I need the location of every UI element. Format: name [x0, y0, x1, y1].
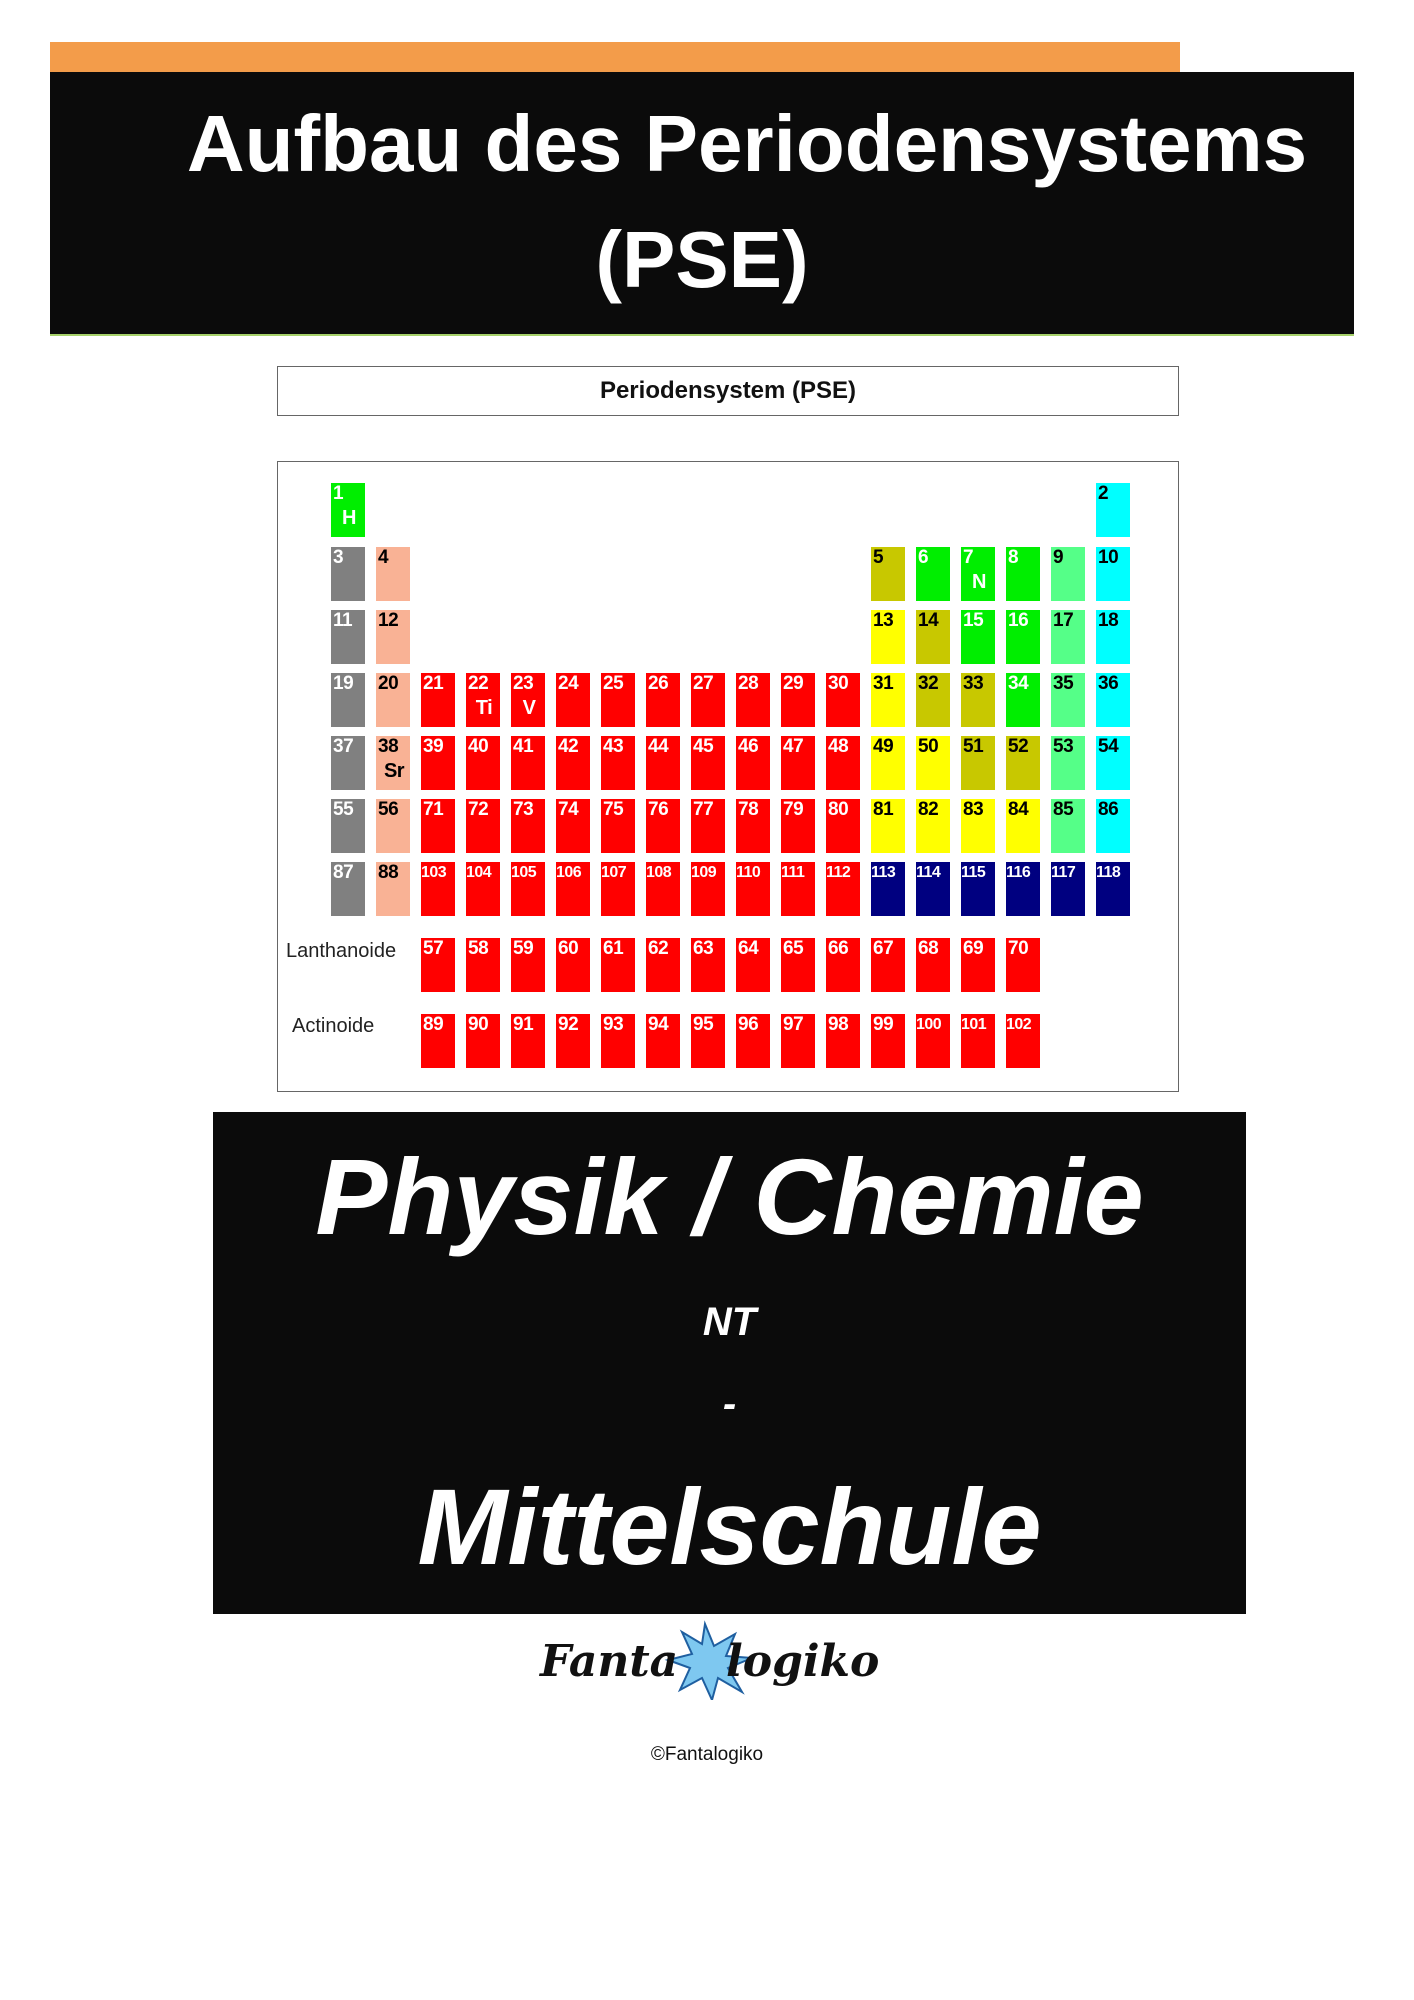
element-cell	[1006, 938, 1040, 992]
element-symbol: H	[342, 507, 356, 529]
element-cell	[916, 673, 950, 727]
element-cell	[961, 938, 995, 992]
element-number: 33	[963, 673, 984, 694]
element-number: 16	[1008, 610, 1029, 631]
element-number: 48	[828, 736, 849, 757]
element-number: 40	[468, 736, 489, 757]
element-number: 54	[1098, 736, 1119, 757]
element-cell	[826, 1014, 860, 1068]
element-number: 29	[783, 673, 804, 694]
element-number: 118	[1096, 864, 1121, 881]
element-number: 55	[333, 799, 354, 820]
element-number: 28	[738, 673, 759, 694]
element-cell	[871, 938, 905, 992]
element-cell	[871, 673, 905, 727]
element-number: 23	[513, 673, 534, 694]
element-number: 71	[423, 799, 444, 820]
element-cell	[1051, 610, 1085, 664]
element-cell	[1096, 673, 1130, 727]
element-number: 30	[828, 673, 849, 694]
element-cell	[511, 736, 545, 790]
element-cell	[556, 1014, 590, 1068]
element-number: 52	[1008, 736, 1029, 757]
element-number: 76	[648, 799, 669, 820]
element-number: 53	[1053, 736, 1074, 757]
element-cell	[916, 736, 950, 790]
element-number: 94	[648, 1014, 669, 1035]
element-cell	[781, 1014, 815, 1068]
element-number: 82	[918, 799, 939, 820]
element-number: 101	[961, 1016, 987, 1033]
element-number: 102	[1006, 1016, 1032, 1033]
subject-banner	[213, 1112, 1246, 1614]
element-number: 68	[918, 938, 939, 959]
element-cell	[691, 862, 725, 916]
element-cell	[376, 547, 410, 601]
element-number: 93	[603, 1014, 624, 1035]
logo-text-right: logiko	[726, 1636, 880, 1687]
element-cell	[826, 862, 860, 916]
element-number: 3	[333, 547, 344, 568]
element-number: 12	[378, 610, 399, 631]
element-cell	[1051, 547, 1085, 601]
element-cell	[556, 862, 590, 916]
element-cell	[691, 938, 725, 992]
element-number: 56	[378, 799, 399, 820]
element-number: 21	[423, 673, 444, 694]
subject-separator: -	[722, 1382, 737, 1426]
logo-text-left: Fanta	[540, 1636, 679, 1687]
element-number: 112	[826, 864, 851, 881]
element-cell	[331, 799, 365, 853]
element-number: 98	[828, 1014, 849, 1035]
element-cell	[511, 799, 545, 853]
element-cell	[556, 938, 590, 992]
element-number: 87	[333, 862, 354, 883]
element-cell	[331, 862, 365, 916]
element-number: 46	[738, 736, 759, 757]
element-cell	[871, 1014, 905, 1068]
element-cell	[376, 673, 410, 727]
element-cell	[916, 547, 950, 601]
element-cell	[646, 673, 680, 727]
element-cell	[736, 799, 770, 853]
element-cell	[421, 1014, 455, 1068]
element-number: 97	[783, 1014, 804, 1035]
element-cell	[826, 673, 860, 727]
element-cell	[511, 862, 545, 916]
element-cell	[961, 799, 995, 853]
element-cell	[736, 862, 770, 916]
table-caption: Periodensystem (PSE)	[277, 366, 1179, 416]
element-cell	[1096, 736, 1130, 790]
element-number: 37	[333, 736, 354, 757]
element-number: 4	[378, 547, 389, 568]
page-title-abbreviation: (PSE)	[595, 215, 809, 304]
element-cell	[826, 938, 860, 992]
subject-level: NT	[702, 1300, 757, 1344]
element-cell	[691, 736, 725, 790]
element-cell	[826, 799, 860, 853]
element-cell	[871, 799, 905, 853]
element-number: 114	[916, 864, 941, 881]
element-number: 70	[1008, 938, 1029, 959]
element-cell	[781, 673, 815, 727]
element-number: 105	[511, 864, 537, 881]
element-number: 38	[378, 736, 399, 757]
element-number: 27	[693, 673, 714, 694]
periodic-table	[277, 461, 1179, 1092]
element-cell	[871, 736, 905, 790]
element-symbol: N	[972, 571, 986, 593]
element-number: 83	[963, 799, 984, 820]
element-number: 24	[558, 673, 579, 694]
element-number: 51	[963, 736, 984, 757]
element-number: 91	[513, 1014, 534, 1035]
element-cell	[601, 1014, 635, 1068]
lanthanoid-label: Lanthanoide	[286, 940, 397, 962]
element-cell	[1006, 1014, 1040, 1068]
element-number: 11	[333, 610, 353, 631]
element-number: 90	[468, 1014, 489, 1035]
element-cell	[421, 736, 455, 790]
element-number: 73	[513, 799, 534, 820]
element-cell	[601, 862, 635, 916]
element-cell	[466, 938, 500, 992]
element-cell	[736, 938, 770, 992]
subject-title: Physik / Chemie	[315, 1136, 1144, 1257]
element-cell	[871, 610, 905, 664]
element-cell	[646, 1014, 680, 1068]
element-symbol: Ti	[475, 697, 493, 719]
element-cell	[646, 862, 680, 916]
element-number: 103	[421, 864, 447, 881]
element-number: 117	[1051, 864, 1076, 881]
element-cell	[961, 736, 995, 790]
element-cell	[646, 799, 680, 853]
element-number: 60	[558, 938, 579, 959]
element-cell	[421, 862, 455, 916]
element-cell	[961, 1014, 995, 1068]
element-cell	[466, 799, 500, 853]
element-cell	[466, 736, 500, 790]
element-cell	[421, 673, 455, 727]
element-cell	[1006, 610, 1040, 664]
element-number: 89	[423, 1014, 444, 1035]
element-cell	[1051, 799, 1085, 853]
element-number: 64	[738, 938, 759, 959]
element-number: 96	[738, 1014, 759, 1035]
element-number: 77	[693, 799, 714, 820]
element-number: 20	[378, 673, 399, 694]
element-cell	[781, 736, 815, 790]
element-number: 63	[693, 938, 714, 959]
element-number: 5	[873, 547, 884, 568]
element-number: 1	[333, 483, 344, 504]
element-cell	[1006, 736, 1040, 790]
element-number: 99	[873, 1014, 894, 1035]
element-number: 88	[378, 862, 399, 883]
actinoid-label: Actinoide	[292, 1015, 375, 1037]
element-symbol: Sr	[383, 760, 405, 782]
element-cell	[376, 610, 410, 664]
element-number: 50	[918, 736, 939, 757]
element-number: 111	[781, 864, 805, 881]
element-number: 58	[468, 938, 489, 959]
element-cell	[331, 483, 365, 537]
element-number: 67	[873, 938, 894, 959]
element-number: 78	[738, 799, 759, 820]
element-number: 65	[783, 938, 804, 959]
element-cell	[556, 799, 590, 853]
element-cell	[916, 610, 950, 664]
element-number: 22	[468, 673, 489, 694]
element-cell	[376, 862, 410, 916]
element-cell	[1096, 610, 1130, 664]
element-cell	[331, 547, 365, 601]
element-number: 116	[1006, 864, 1031, 881]
element-cell	[1096, 547, 1130, 601]
element-cell	[871, 862, 905, 916]
element-number: 36	[1098, 673, 1119, 694]
element-cell	[736, 736, 770, 790]
element-number: 6	[918, 547, 929, 568]
element-number: 14	[918, 610, 939, 631]
element-number: 59	[513, 938, 534, 959]
element-number: 81	[873, 799, 894, 820]
element-cell	[961, 610, 995, 664]
element-cell	[331, 736, 365, 790]
fantalogiko-logo	[530, 1620, 890, 1700]
element-cell	[376, 736, 410, 790]
element-cell	[781, 938, 815, 992]
element-cell	[1006, 799, 1040, 853]
title-banner	[50, 72, 1354, 336]
element-number: 39	[423, 736, 444, 757]
element-cell	[1006, 862, 1040, 916]
element-cell	[511, 938, 545, 992]
element-cell	[646, 736, 680, 790]
element-number: 34	[1008, 673, 1029, 694]
element-number: 74	[558, 799, 579, 820]
element-number: 43	[603, 736, 624, 757]
element-cell	[511, 673, 545, 727]
element-cell	[1051, 673, 1085, 727]
page-title: Aufbau des Periodensystems	[186, 99, 1308, 188]
element-number: 84	[1008, 799, 1029, 820]
element-number: 10	[1098, 547, 1119, 568]
element-cell	[376, 799, 410, 853]
element-number: 108	[646, 864, 672, 881]
element-number: 80	[828, 799, 849, 820]
element-number: 18	[1098, 610, 1119, 631]
element-cell	[691, 673, 725, 727]
element-number: 100	[916, 1016, 942, 1033]
element-cell	[961, 547, 995, 601]
element-number: 17	[1053, 610, 1074, 631]
copyright-notice: ©Fantalogiko	[650, 1744, 764, 1765]
element-number: 92	[558, 1014, 579, 1035]
element-cell	[601, 938, 635, 992]
element-cell	[736, 1014, 770, 1068]
element-cell	[331, 610, 365, 664]
element-number: 9	[1053, 547, 1064, 568]
header-accent-bar	[50, 42, 1180, 72]
element-cell	[916, 1014, 950, 1068]
element-cell	[601, 673, 635, 727]
element-number: 107	[601, 864, 627, 881]
element-number: 19	[333, 673, 354, 694]
element-number: 72	[468, 799, 489, 820]
element-number: 42	[558, 736, 579, 757]
element-cell	[691, 1014, 725, 1068]
element-number: 47	[783, 736, 804, 757]
element-cell	[466, 1014, 500, 1068]
element-cell	[331, 673, 365, 727]
school-type: Mittelschule	[417, 1466, 1042, 1587]
element-cell	[421, 938, 455, 992]
element-cell	[646, 938, 680, 992]
element-cell	[826, 736, 860, 790]
element-number: 66	[828, 938, 849, 959]
element-cell	[466, 862, 500, 916]
element-cell	[1096, 862, 1130, 916]
element-number: 69	[963, 938, 984, 959]
element-number: 7	[963, 547, 974, 568]
element-number: 113	[871, 864, 896, 881]
element-number: 85	[1053, 799, 1074, 820]
element-cell	[1051, 736, 1085, 790]
element-cell	[871, 547, 905, 601]
element-number: 15	[963, 610, 984, 631]
element-number: 57	[423, 938, 444, 959]
element-cell	[511, 1014, 545, 1068]
element-number: 25	[603, 673, 624, 694]
element-symbol: V	[522, 697, 536, 719]
element-cell	[736, 673, 770, 727]
element-number: 61	[603, 938, 624, 959]
element-number: 35	[1053, 673, 1074, 694]
element-number: 75	[603, 799, 624, 820]
element-number: 13	[873, 610, 894, 631]
element-cell	[691, 799, 725, 853]
element-number: 95	[693, 1014, 714, 1035]
element-cell	[916, 938, 950, 992]
element-number: 104	[466, 864, 492, 881]
element-cell	[556, 673, 590, 727]
element-number: 110	[736, 864, 761, 881]
element-number: 49	[873, 736, 894, 757]
element-cell	[1051, 862, 1085, 916]
element-cell	[961, 673, 995, 727]
element-cell	[781, 799, 815, 853]
element-number: 115	[961, 864, 986, 881]
element-number: 109	[691, 864, 717, 881]
element-number: 44	[648, 736, 669, 757]
element-cell	[1006, 673, 1040, 727]
element-cell	[916, 799, 950, 853]
element-number: 8	[1008, 547, 1019, 568]
element-cell	[556, 736, 590, 790]
element-cell	[601, 799, 635, 853]
element-cell	[781, 862, 815, 916]
element-cell	[421, 799, 455, 853]
element-number: 79	[783, 799, 804, 820]
element-cell	[1096, 483, 1130, 537]
element-cell	[601, 736, 635, 790]
element-number: 26	[648, 673, 669, 694]
element-number: 32	[918, 673, 939, 694]
element-cell	[466, 673, 500, 727]
element-cell	[1006, 547, 1040, 601]
element-number: 2	[1098, 483, 1109, 504]
element-number: 31	[873, 673, 894, 694]
element-cell	[916, 862, 950, 916]
element-number: 62	[648, 938, 669, 959]
element-number: 106	[556, 864, 582, 881]
element-number: 86	[1098, 799, 1119, 820]
element-cell	[1096, 799, 1130, 853]
element-cell	[961, 862, 995, 916]
element-number: 45	[693, 736, 714, 757]
element-number: 41	[513, 736, 534, 757]
